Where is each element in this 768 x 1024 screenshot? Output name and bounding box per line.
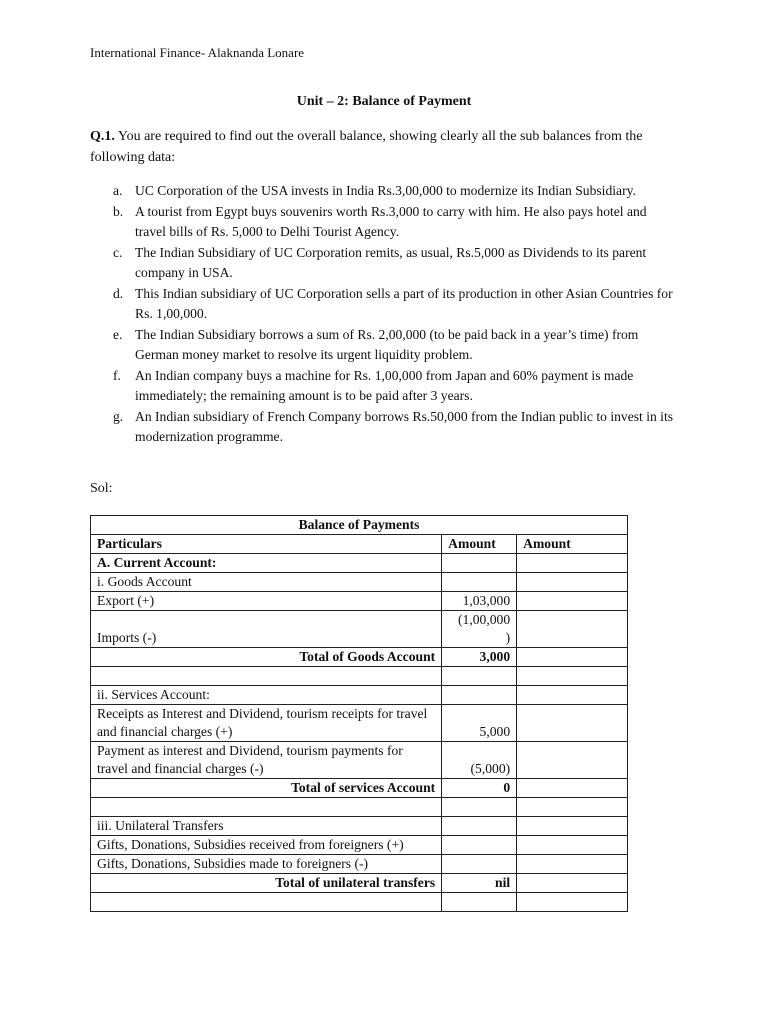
table-row [91, 686, 628, 705]
list-item-text: An Indian company buys a machine for Rs. 1,00,000 from Japan and 60% payment is made immediately; the remaining amount is to be paid after 3 years. [135, 367, 634, 403]
table-row [91, 705, 628, 742]
table-row [91, 611, 628, 648]
table-row [91, 798, 628, 817]
services-total-label: Total of services Account [91, 779, 442, 798]
table-header-row [91, 535, 628, 554]
imports-value [442, 611, 517, 648]
list-item [90, 284, 680, 325]
gifts-received-label: Gifts, Donations, Subsidies received from foreigners (+) [91, 836, 442, 855]
list-item-letter: a. [113, 183, 123, 198]
list-item-letter: g. [113, 408, 124, 424]
export-value: 1,03,000 [442, 592, 517, 611]
unilateral-total-label: Total of unilateral transfers [91, 874, 442, 893]
goods-total-label: Total of Goods Account [91, 648, 442, 667]
unilateral-total-value: nil [442, 874, 517, 893]
list-item [90, 325, 680, 366]
list-item-text: UC Corporation of the USA invests in India Rs.3,00,000 to modernize its Indian Subsidiary. [135, 183, 636, 198]
balance-of-payments-table [90, 515, 628, 912]
gifts-made-label: Gifts, Donations, Subsidies made to foreigners (-) [91, 855, 442, 874]
goods-total-value: 3,000 [442, 648, 517, 667]
table-row [91, 874, 628, 893]
payment-value: (5,000) [442, 742, 517, 779]
table-row [91, 836, 628, 855]
list-item-letter: f. [113, 367, 121, 383]
question-paragraph [90, 126, 680, 168]
table-title: Balance of Payments [91, 516, 628, 535]
table-row [91, 573, 628, 592]
list-item [90, 366, 680, 407]
imports-label: Imports (-) [91, 611, 442, 648]
export-label: Export (+) [91, 592, 442, 611]
table-row [91, 817, 628, 836]
receipts-label: Receipts as Interest and Dividend, tourism receipts for travel and financial charges (+) [91, 705, 442, 742]
page-title: Unit – 2: Balance of Payment [296, 94, 472, 109]
list-item [90, 243, 680, 284]
page-header: International Finance- Alaknanda Lonare [90, 45, 305, 60]
table-row [91, 592, 628, 611]
imports-value-line-2: ) [505, 630, 511, 645]
list-item-letter: b. [113, 203, 124, 219]
list-item-text: A tourist from Egypt buys souvenirs worth Rs.3,000 to carry with him. He also pays hotel and travel bills of Rs. 5,000 to Delhi Tourist Agency. [135, 203, 647, 239]
table-row [91, 742, 628, 779]
table-row [91, 855, 628, 874]
column-header-particulars: Particulars [91, 535, 442, 554]
services-total-value: 0 [442, 779, 517, 798]
receipts-value: 5,000 [442, 705, 517, 742]
list-item [90, 202, 680, 243]
table-row [91, 648, 628, 667]
table-title-row [91, 516, 628, 535]
table-row [91, 779, 628, 798]
imports-value-line-1: (1,00,000 [458, 612, 511, 627]
list-item-letter: e. [113, 326, 123, 342]
goods-account-heading: i. Goods Account [91, 573, 442, 592]
question-number: Q.1. [90, 129, 115, 144]
table-row [91, 554, 628, 573]
list-item [90, 407, 680, 448]
table-row [91, 667, 628, 686]
payment-label: Payment as interest and Dividend, tourism payments for travel and financial charges (-) [91, 742, 442, 779]
table-row [91, 893, 628, 912]
column-header-amount-2: Amount [517, 535, 628, 554]
list-item-text: An Indian subsidiary of French Company borrows Rs.50,000 from the Indian public to invest in its modernization programme. [135, 408, 674, 444]
column-header-amount-1: Amount [442, 535, 517, 554]
list-item-text: This Indian subsidiary of UC Corporation sells a part of its production in other Asian Countries for Rs. 1,00,000. [135, 285, 673, 321]
data-list [90, 181, 680, 448]
question-text: You are required to find out the overall balance, showing clearly all the sub balances from the following data: [90, 129, 643, 165]
services-account-heading: ii. Services Account: [91, 686, 442, 705]
list-item-letter: c. [113, 244, 123, 260]
list-item-text: The Indian Subsidiary of UC Corporation remits, as usual, Rs.5,000 as Dividends to its parent company in USA. [135, 244, 647, 280]
list-item-letter: d. [113, 285, 124, 301]
list-item-text: The Indian Subsidiary borrows a sum of Rs. 2,00,000 (to be paid back in a year’s time) from German money market to resolve its urgent liquidity problem. [135, 326, 639, 362]
current-account-heading: A. Current Account: [91, 554, 442, 573]
unilateral-transfers-heading: iii. Unilateral Transfers [91, 817, 442, 836]
list-item [90, 181, 680, 202]
solution-label: Sol: [90, 481, 113, 496]
